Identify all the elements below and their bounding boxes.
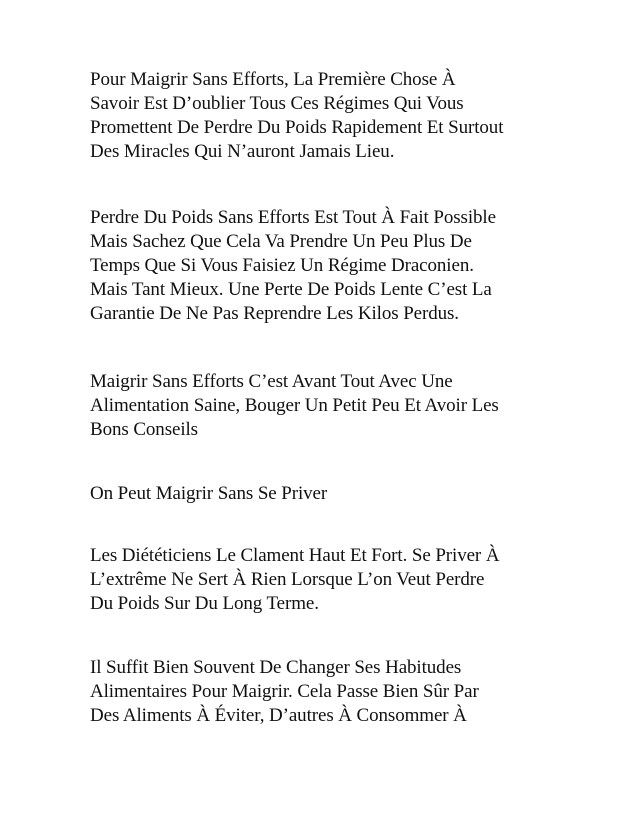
paragraph-line: Des Aliments À Éviter, D’autres À Consommer À: [90, 705, 467, 726]
paragraph-line: Pour Maigrir Sans Efforts, La Première Chose À: [90, 69, 456, 90]
paragraph-1: [90, 68, 610, 164]
paragraph-line: Alimentaires Pour Maigrir. Cela Passe Bien Sûr Par: [90, 681, 479, 702]
paragraph-line: Mais Tant Mieux. Une Perte De Poids Lente C’est La: [90, 279, 492, 300]
paragraph-2: [90, 206, 610, 326]
paragraph-line: Maigrir Sans Efforts C’est Avant Tout Avec Une: [90, 371, 453, 392]
paragraph-line: Garantie De Ne Pas Reprendre Les Kilos Perdus.: [90, 303, 459, 324]
paragraph-line: Des Miracles Qui N’auront Jamais Lieu.: [90, 141, 395, 162]
paragraph-line: Les Diététiciens Le Clament Haut Et Fort. Se Priver À: [90, 545, 500, 566]
paragraph-line: Du Poids Sur Du Long Terme.: [90, 593, 319, 614]
paragraph-5: [90, 544, 610, 616]
paragraph-line: Perdre Du Poids Sans Efforts Est Tout À Fait Possible: [90, 207, 496, 228]
paragraph-line: Savoir Est D’oublier Tous Ces Régimes Qui Vous: [90, 93, 464, 114]
paragraph-line: Mais Sachez Que Cela Va Prendre Un Peu Plus De: [90, 231, 472, 252]
paragraph-line: Bons Conseils: [90, 419, 198, 440]
paragraph-line: Il Suffit Bien Souvent De Changer Ses Habitudes: [90, 657, 462, 678]
paragraph-line: Promettent De Perdre Du Poids Rapidement Et Surtout: [90, 117, 504, 138]
paragraph-line: On Peut Maigrir Sans Se Priver: [90, 483, 328, 504]
paragraph-line: L’extrême Ne Sert À Rien Lorsque L’on Veut Perdre: [90, 569, 485, 590]
paragraph-4: [90, 482, 610, 506]
paragraph-6: [90, 656, 610, 728]
paragraph-line: Temps Que Si Vous Faisiez Un Régime Draconien.: [90, 255, 474, 276]
paragraph-line: Alimentation Saine, Bouger Un Petit Peu Et Avoir Les: [90, 395, 499, 416]
paragraph-3: [90, 370, 610, 442]
